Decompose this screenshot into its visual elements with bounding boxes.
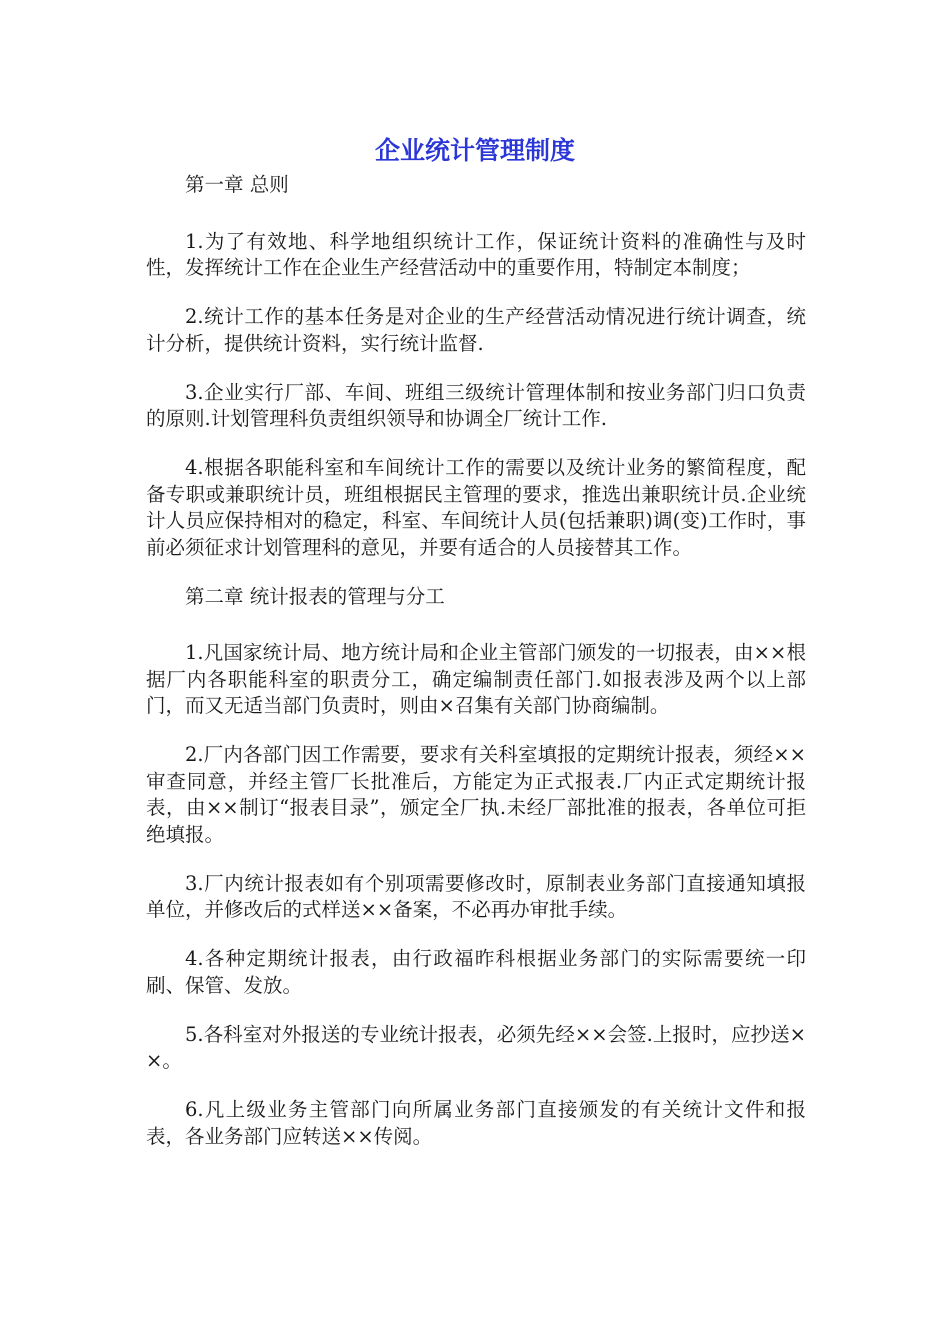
document-body bbox=[146, 172, 806, 1173]
chapter-2-item: 1.凡国家统计局、地方统计局和企业主管部门颁发的一切报表，由××根据厂内各职能科室的职责分工，确定编制责任部门.如报表涉及两个以上部门，而又无适当部门负责时，则由×召集有关部门协商编制。 bbox=[146, 641, 806, 717]
chapter-1-item: 4.根据各职能科室和车间统计工作的需要以及统计业务的繁简程度，配备专职或兼职统计员，班组根据民主管理的要求，推选出兼职统计员.企业统计人员应保持相对的稳定，科室、车间统计人员(包括兼职)调(变)工作时，事前必须征求计划管理科的意见，并要有适合的人员接替其工作。 bbox=[146, 456, 806, 559]
document-title: 企业统计管理制度 bbox=[374, 136, 575, 165]
chapter-1-item: 1.为了有效地、科学地组织统计工作，保证统计资料的准确性与及时性，发挥统计工作在企业生产经营活动中的重要作用，特制定本制度； bbox=[146, 229, 806, 279]
chapter-2-item: 3.厂内统计报表如有个别项需要修改时，原制表业务部门直接通知填报单位，并修改后的式样送××备案，不必再办审批手续。 bbox=[146, 871, 806, 921]
chapter-2-item: 2.厂内各部门因工作需要，要求有关科室填报的定期统计报表，须经××审查同意，并经主管厂长批准后，方能定为正式报表.厂内正式定期统计报表，由××制订“报表目录”，颁定全厂执.未经厂部批准的报表，各单位可拒绝填报。 bbox=[146, 743, 806, 846]
chapter-1-item: 3.企业实行厂部、车间、班组三级统计管理体制和按业务部门归口负责的原则.计划管理科负责组织领导和协调全厂统计工作. bbox=[146, 380, 806, 430]
chapter-2-item: 5.各科室对外报送的专业统计报表，必须先经××会签.上报时，应抄送××。 bbox=[146, 1022, 806, 1072]
chapter-2-item: 6.凡上级业务主管部门向所属业务部门直接颁发的有关统计文件和报表，各业务部门应转送××传阅。 bbox=[146, 1098, 806, 1148]
chapter-1-item: 2.统计工作的基本任务是对企业的生产经营活动情况进行统计调查，统计分析，提供统计资料，实行统计监督. bbox=[146, 305, 806, 355]
chapter-1-heading: 第一章 总则 bbox=[185, 173, 289, 196]
chapter-2-item: 4.各种定期统计报表，由行政福昨科根据业务部门的实际需要统一印刷、保管、发放。 bbox=[146, 947, 806, 997]
chapter-2-heading: 第二章 统计报表的管理与分工 bbox=[185, 584, 445, 608]
